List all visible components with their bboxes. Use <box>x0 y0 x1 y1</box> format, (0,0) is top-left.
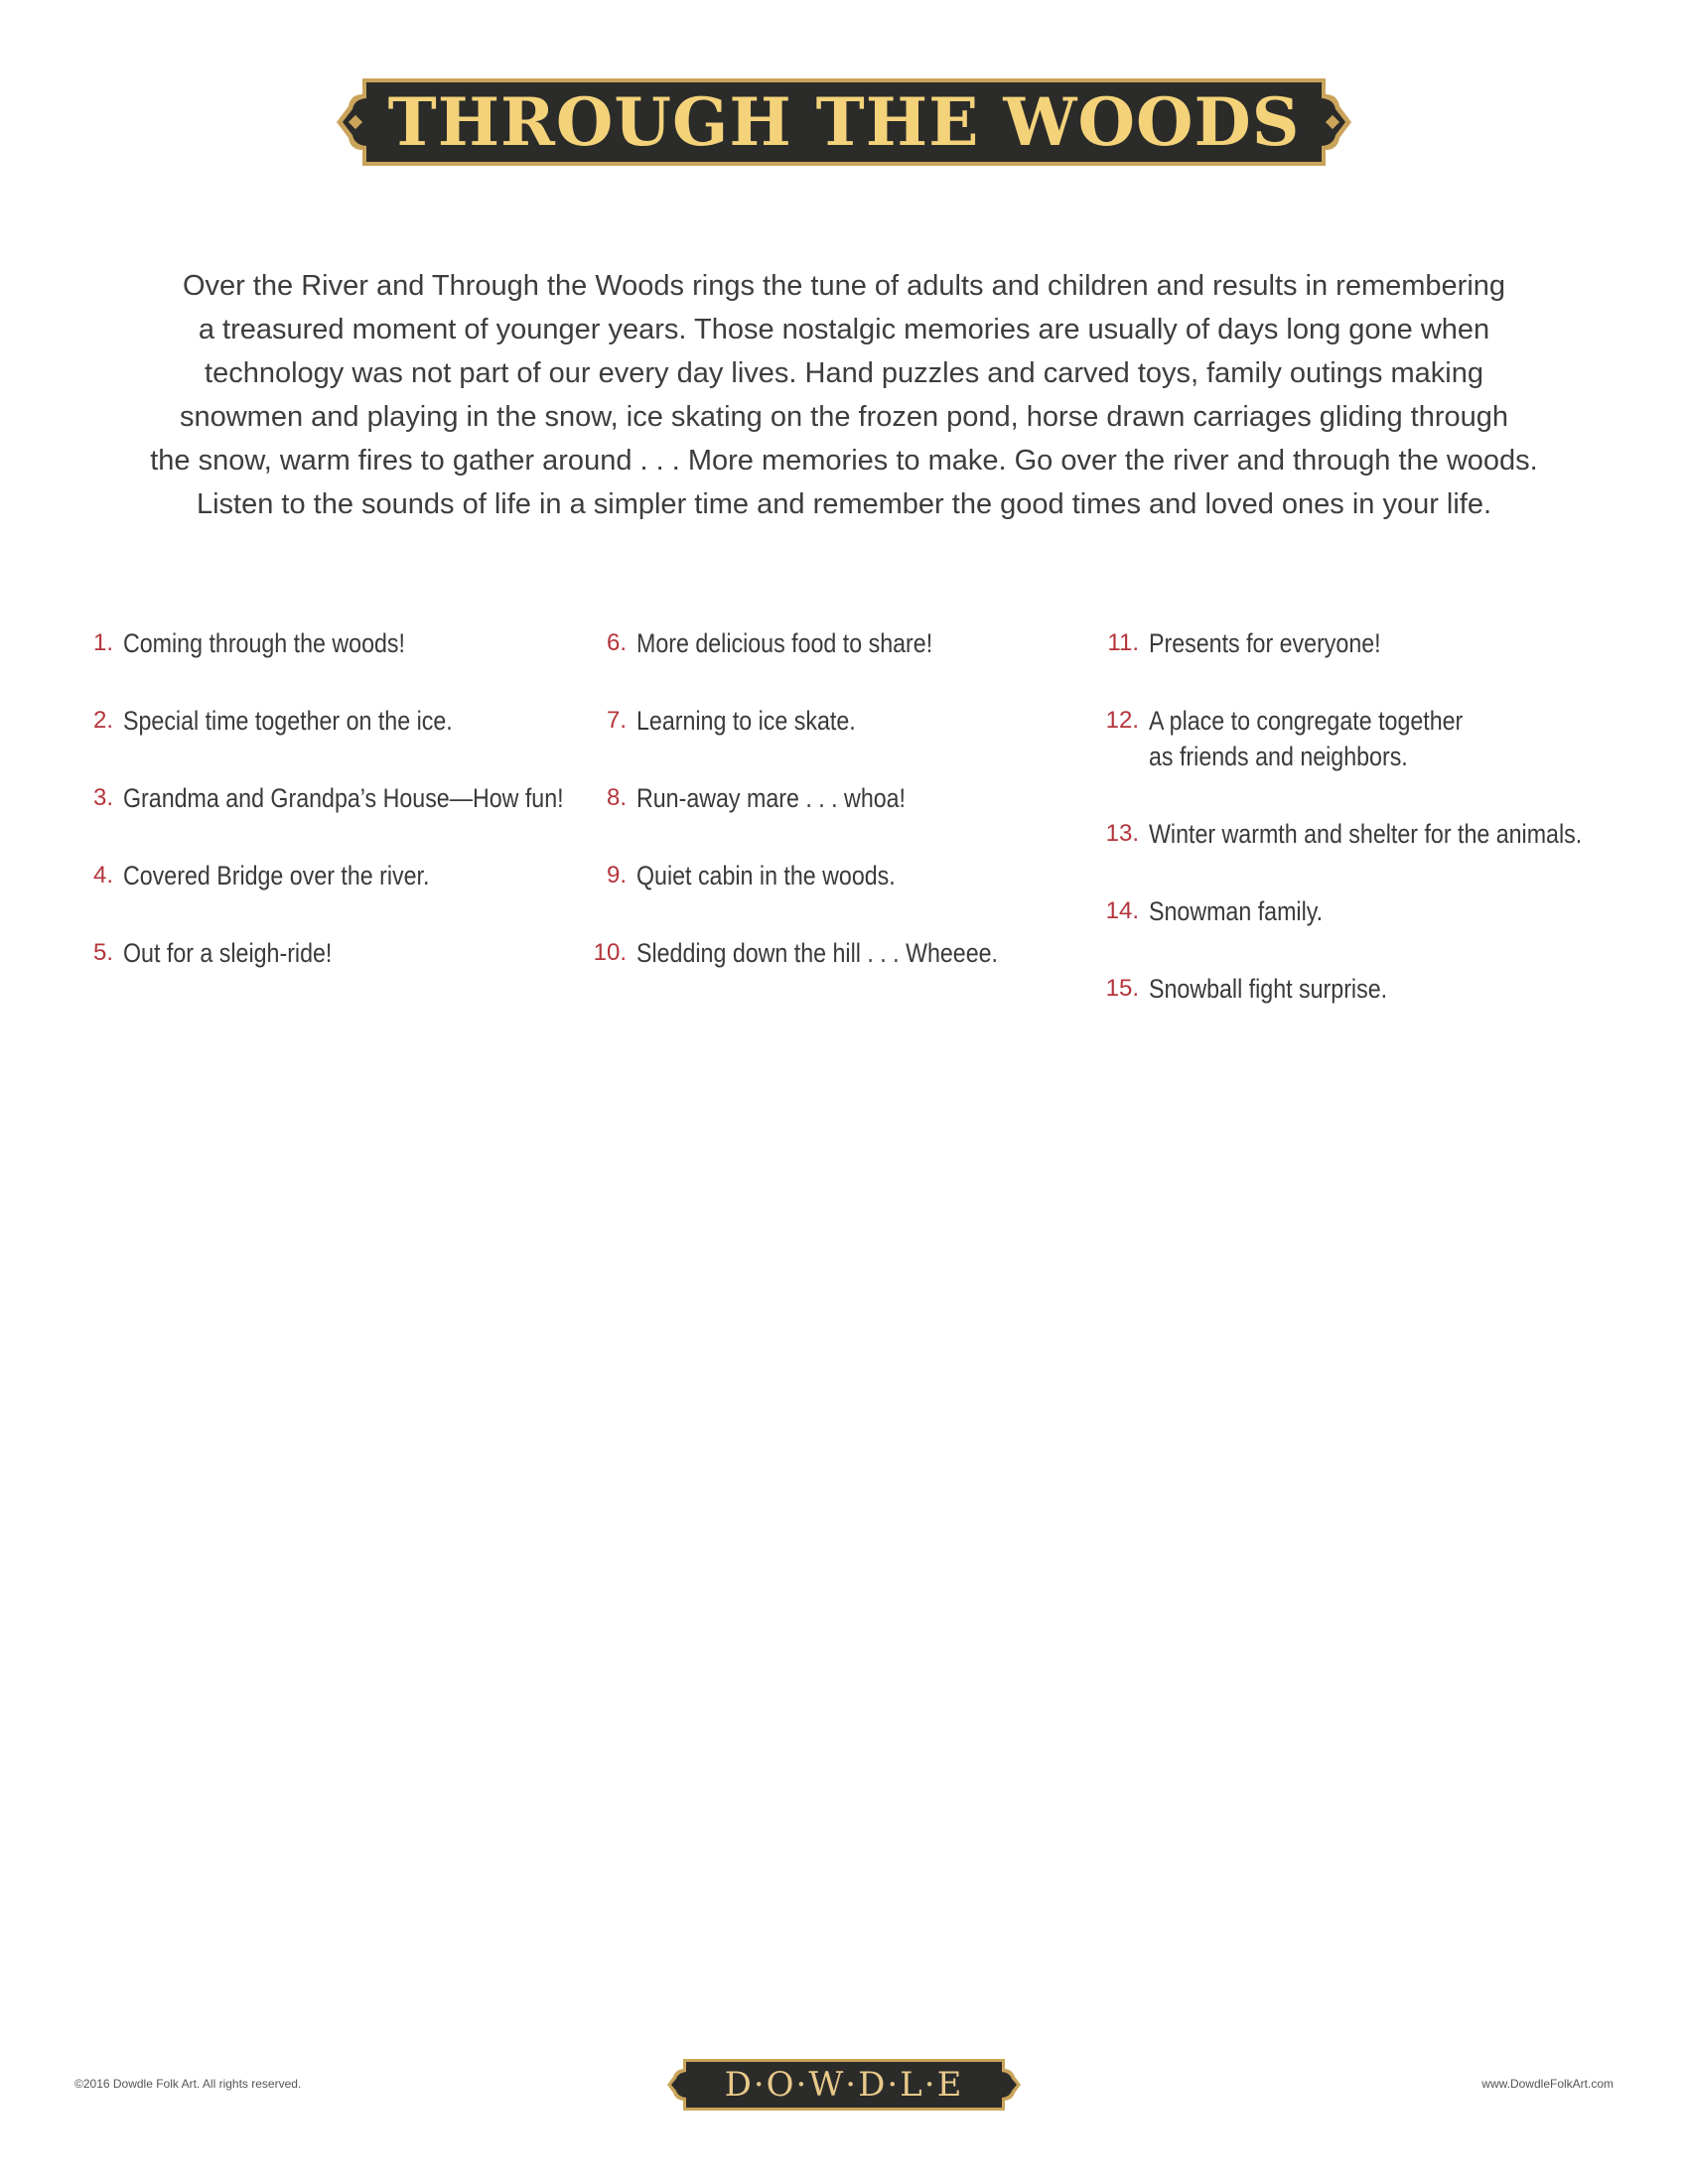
list-item <box>92 780 635 816</box>
item-number: 8. <box>606 784 627 811</box>
item-text: Snowball fight surprise. <box>1149 974 1388 1004</box>
item-number: 11. <box>1107 629 1139 656</box>
list-item <box>1105 816 1652 852</box>
intro-line: the snow, warm fires to gather around . . . More memories to make. Go over the river and through the woods. <box>150 445 1538 477</box>
list-item <box>92 935 366 971</box>
item-number: 12. <box>1105 707 1139 734</box>
intro-line: snowmen and playing in the snow, ice skating on the frozen pond, horse drawn carriages gliding through <box>179 401 1509 433</box>
item-number: 2. <box>92 707 113 734</box>
dowdle-logo <box>665 2055 1023 2115</box>
intro-line: technology was not part of our every day lives. Hand puzzles and carved toys, family outings making <box>205 357 1483 389</box>
item-number: 6. <box>606 629 627 656</box>
list-item <box>606 703 892 739</box>
list-item <box>1105 703 1514 774</box>
item-text: Presents for everyone! <box>1149 628 1381 658</box>
copyright-notice: ©2016 Dowdle Folk Art. All rights reserved. <box>74 2077 302 2091</box>
item-text: Run-away mare . . . whoa! <box>636 783 907 813</box>
item-number: 10. <box>593 939 627 966</box>
list-item <box>1105 971 1426 1007</box>
item-text: Special time together on the ice. <box>123 706 453 736</box>
list-item <box>606 858 937 893</box>
item-text: Learning to ice skate. <box>636 706 856 736</box>
list-item <box>593 935 1056 971</box>
list-item <box>606 780 949 816</box>
item-text: Grandma and Grandpa’s House—How fun! <box>123 783 564 813</box>
item-text-continued: as friends and neighbors. <box>1149 742 1408 771</box>
item-number: 13. <box>1105 820 1139 847</box>
item-text: More delicious food to share! <box>636 628 933 658</box>
item-number: 14. <box>1105 897 1139 924</box>
item-number: 1. <box>92 629 113 656</box>
list-item <box>92 703 506 739</box>
page-title: THROUGH THE WOODS <box>387 83 1301 161</box>
list-item <box>92 625 451 661</box>
list-item <box>92 858 480 893</box>
intro-line: Over the River and Through the Woods rings the tune of adults and children and results in remembering <box>182 270 1506 302</box>
list-item <box>1105 893 1351 929</box>
item-text: A place to congregate together <box>1149 706 1464 736</box>
item-text: Winter warmth and shelter for the animals. <box>1149 819 1583 849</box>
item-text: Coming through the woods! <box>123 628 405 658</box>
title-banner <box>333 72 1355 172</box>
item-number: 7. <box>606 707 627 734</box>
item-number: 3. <box>92 784 113 811</box>
intro-paragraph <box>79 264 1609 526</box>
item-text: Out for a sleigh-ride! <box>123 938 333 968</box>
item-text: Covered Bridge over the river. <box>123 861 430 890</box>
list-item <box>606 625 981 661</box>
item-text: Snowman family. <box>1149 896 1324 926</box>
logo-text: D·O·W·D·L·E <box>724 2065 964 2105</box>
item-text: Sledding down the hill . . . Wheeee. <box>636 938 999 968</box>
item-number: 9. <box>606 862 627 888</box>
website-link[interactable]: www.DowdleFolkArt.com <box>1481 2077 1614 2091</box>
item-text: Quiet cabin in the woods. <box>636 861 896 890</box>
list-item <box>1107 625 1419 661</box>
item-number: 15. <box>1105 975 1139 1002</box>
item-number: 4. <box>92 862 113 888</box>
item-number: 5. <box>92 939 113 966</box>
intro-line: a treasured moment of younger years. Those nostalgic memories are usually of days long gone when <box>198 314 1490 345</box>
intro-line: Listen to the sounds of life in a simpler time and remember the good times and loved ones in your life. <box>196 488 1492 520</box>
